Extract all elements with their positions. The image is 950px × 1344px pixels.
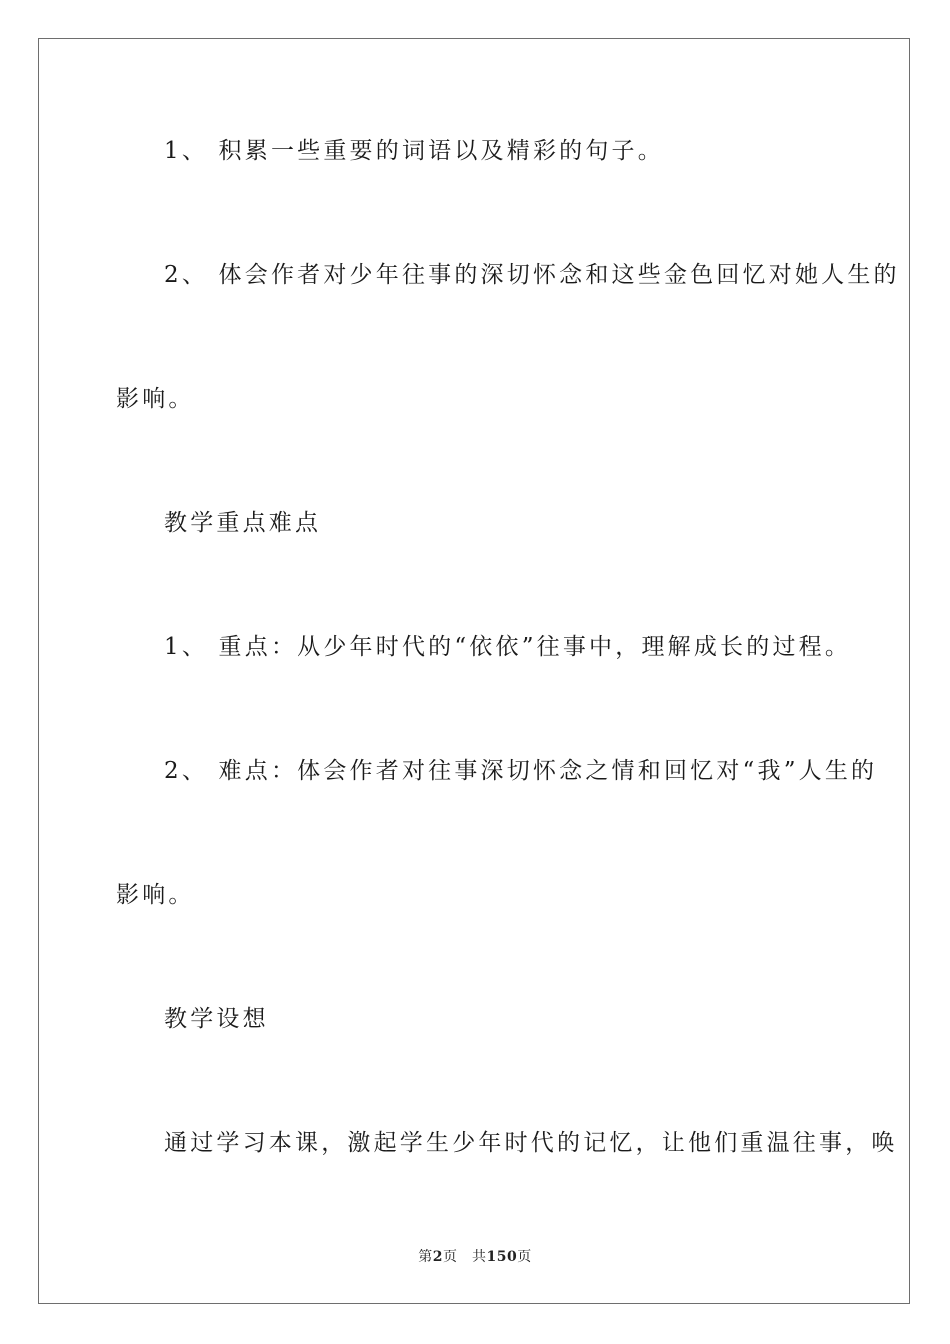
objective-line-1: 1、 积累一些重要的词语以及精彩的句子。 — [164, 138, 664, 164]
footer-page-number: 2 — [432, 1249, 443, 1265]
page-border — [38, 38, 910, 1304]
teaching-idea-line-1: 通过学习本课，激起学生少年时代的记忆，让他们重温往事，唤 — [164, 1130, 898, 1156]
section-heading-teaching-idea: 教学设想 — [164, 1006, 269, 1032]
page-footer — [0, 1246, 950, 1266]
footer-middle: 页 共 — [443, 1249, 487, 1265]
footer-suffix: 页 — [517, 1249, 532, 1265]
objective-line-2: 2、 体会作者对少年往事的深切怀念和这些金色回忆对她人生的 — [164, 262, 900, 288]
footer-prefix: 第 — [418, 1249, 433, 1265]
key-point-line-1: 1、 重点：从少年时代的“依依”往事中，理解成长的过程。 — [164, 634, 852, 660]
key-point-line-2: 2、 难点：体会作者对往事深切怀念之情和回忆对“我”人生的 — [164, 758, 878, 784]
objective-line-2-continued: 影响。 — [116, 386, 195, 412]
footer-total-pages: 150 — [486, 1249, 518, 1265]
key-point-line-2-continued: 影响。 — [116, 882, 195, 908]
section-heading-key-points: 教学重点难点 — [164, 510, 322, 536]
